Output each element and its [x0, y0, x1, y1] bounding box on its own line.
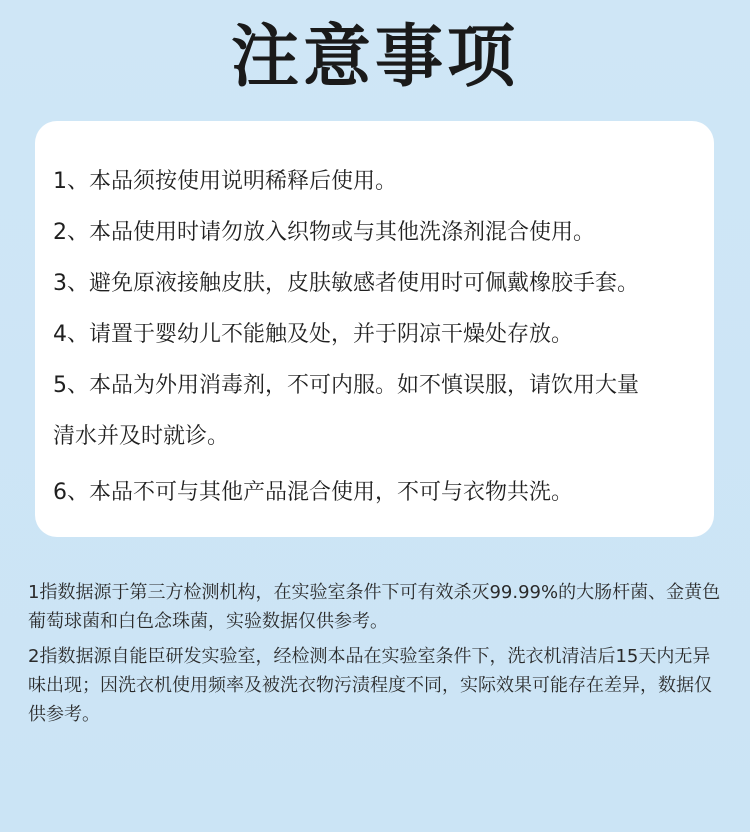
- precaution-item-4: 4、请置于婴幼儿不能触及处，并于阴凉干燥处存放。: [53, 322, 573, 347]
- footnotes: [28, 578, 728, 735]
- precautions-card: [35, 121, 714, 537]
- footnote-2: 2指数据源自能臣研发实验室，经检测本品在实验室条件下，洗衣机清洁后15天内无异味出现；因洗衣机使用频率及被洗衣物污渍程度不同，实际效果可能存在差异，数据仅供参考。: [28, 646, 712, 725]
- precaution-item-5: 5、本品为外用消毒剂，不可内服。如不慎误服，请饮用大量: [53, 373, 639, 398]
- page-title: 注意事项: [230, 18, 519, 97]
- precaution-item-3: 3、避免原液接触皮肤，皮肤敏感者使用时可佩戴橡胶手套。: [53, 271, 639, 296]
- precaution-item-6: 6、本品不可与其他产品混合使用，不可与衣物共洗。: [53, 480, 573, 505]
- precaution-item-1: 1、本品须按使用说明稀释后使用。: [53, 169, 397, 194]
- precaution-item-2: 2、本品使用时请勿放入织物或与其他洗涤剂混合使用。: [53, 220, 595, 245]
- footnote-1: 1指数据源于第三方检测机构，在实验室条件下可有效杀灭99.99%的大肠杆菌、金黄色葡萄球菌和白色念珠菌，实验数据仅供参考。: [28, 582, 721, 632]
- precaution-item-5-continued: 清水并及时就诊。: [53, 424, 230, 449]
